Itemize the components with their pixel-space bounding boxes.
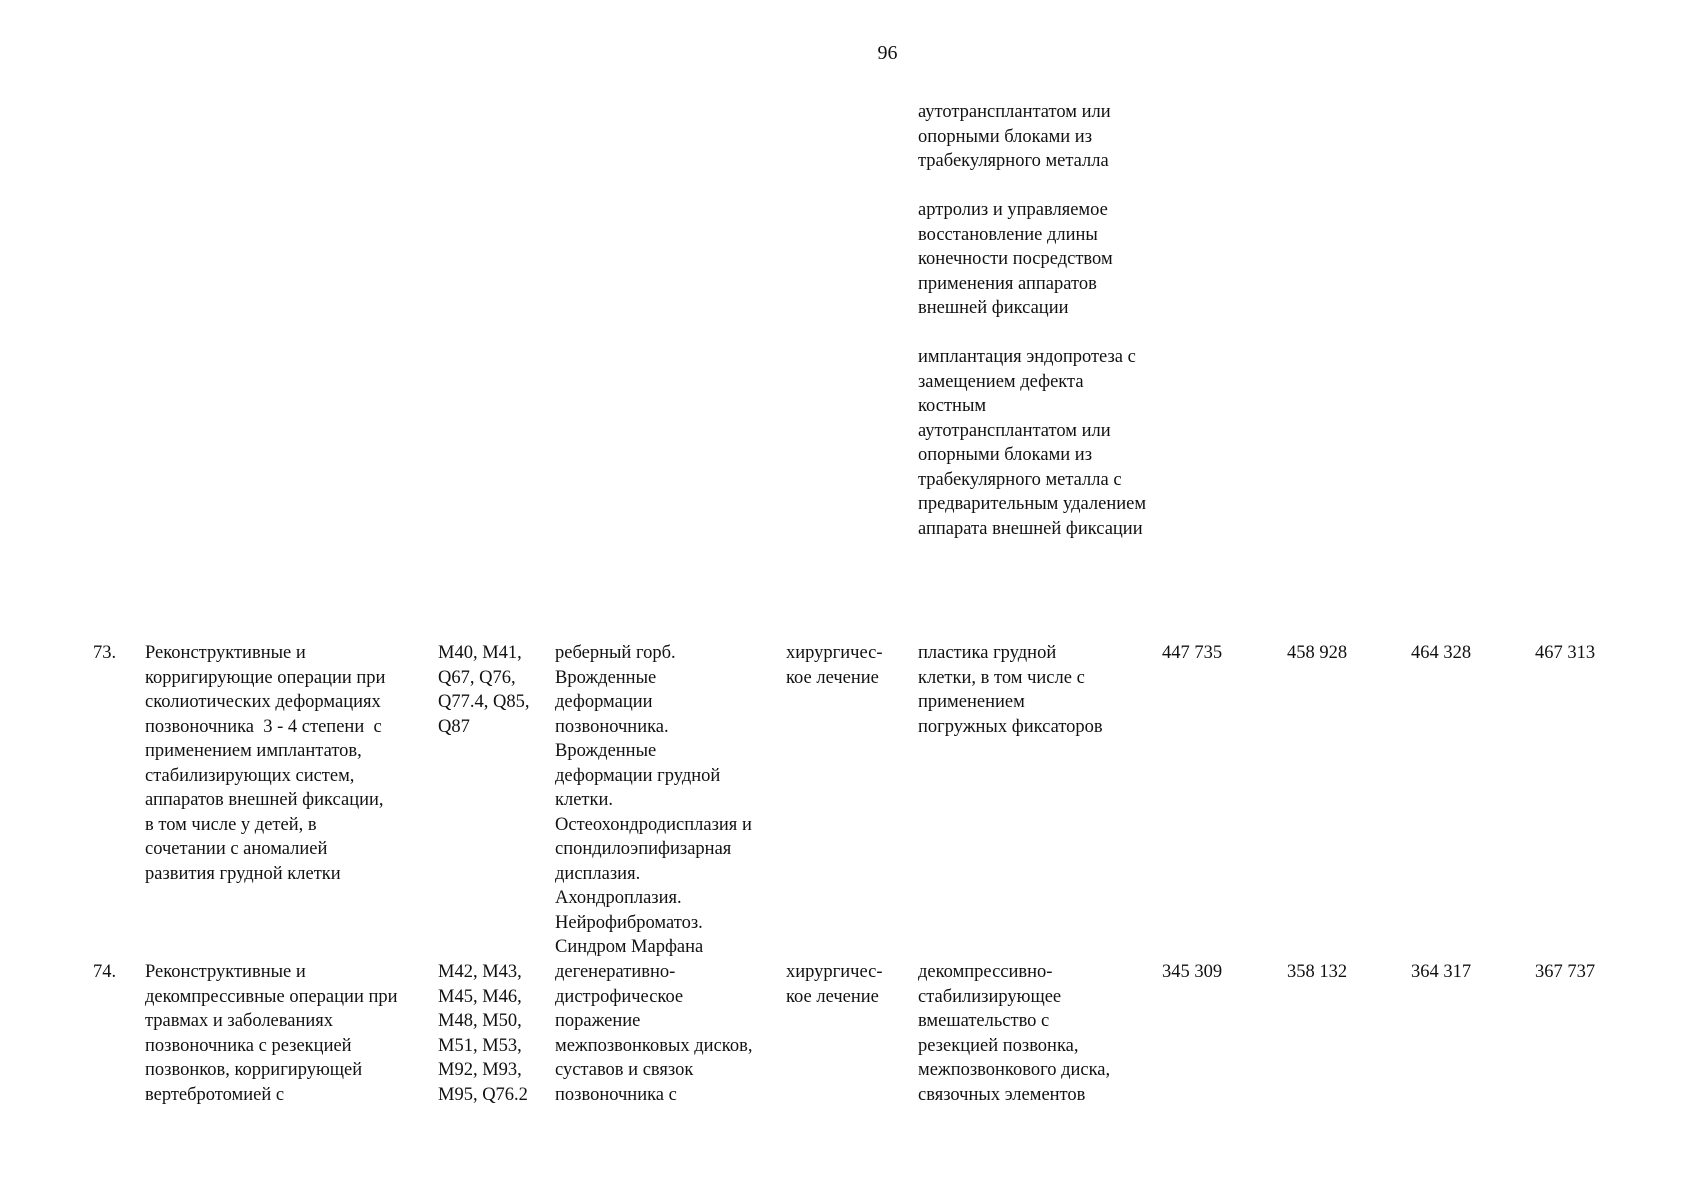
- text-line: Ахондроплазия.: [555, 888, 682, 908]
- text-line: конечности: [918, 249, 1009, 269]
- text-line: артролиз и управляемое: [918, 200, 1108, 220]
- cost-value-2: 358 132: [1287, 962, 1348, 982]
- text-line: M95, Q76.2: [438, 1084, 528, 1105]
- text-line: посредством: [1012, 249, 1113, 269]
- text-line: стабилизирующее: [918, 986, 1062, 1007]
- text-line: позвоночника с: [555, 1084, 677, 1105]
- text-line: поражение: [555, 1011, 641, 1031]
- cost-value-1: 345 309: [1162, 962, 1223, 982]
- text-line: M92, M93,: [438, 1060, 522, 1080]
- text-line: дегенеративно-: [555, 962, 676, 982]
- text-line: сколиотических деформациях: [145, 692, 381, 712]
- text-line: позвонков, корригирующей: [145, 1060, 363, 1080]
- text-line: межпозвонковых дисков,: [555, 1035, 753, 1056]
- text-line: травмах и заболеваниях: [145, 1011, 334, 1031]
- text-line: M42, M43,: [438, 962, 522, 982]
- text-line: внешней фиксации: [992, 518, 1143, 539]
- text-line: M40, M41,: [438, 643, 522, 663]
- text-line: Q67, Q76,: [438, 667, 516, 688]
- text-line: аутотрансплантатом или: [918, 420, 1111, 441]
- text-line: спондилоэпифизарная: [555, 839, 732, 859]
- text-line: Нейрофиброматоз.: [555, 912, 703, 933]
- text-line: аппаратов внешней фиксации,: [145, 790, 384, 810]
- text-line: трабекулярного металла: [918, 151, 1109, 171]
- text-line: позвоночника 3 - 4 степени с: [145, 716, 382, 737]
- icd-codes-cell: [438, 641, 543, 739]
- text-line: применения аппаратов: [918, 273, 1097, 294]
- text-line: деформации грудной: [555, 765, 721, 786]
- text-line: клетки, в том числе с: [918, 667, 1085, 688]
- text-line: Q77.4, Q85,: [438, 692, 530, 712]
- text-line: вертебротомией с: [145, 1084, 285, 1105]
- text-line: опорными блоками из: [918, 126, 1093, 147]
- text-line: вмешательство с: [918, 1011, 1050, 1031]
- text-line: костным: [918, 396, 987, 416]
- text-line: опорными блоками из: [918, 445, 1093, 465]
- text-line: корригирующие операции при: [145, 667, 386, 688]
- text-line: сочетании с аномалией: [145, 839, 328, 859]
- text-line: хирургичес-: [786, 962, 883, 982]
- cost-value-1: 447 735: [1162, 643, 1223, 663]
- profile-name-cell: [145, 960, 430, 1107]
- treatment-type-cell: [786, 641, 901, 690]
- text-line: резекцией позвонка,: [918, 1035, 1079, 1056]
- icd-codes-cell: [438, 960, 543, 1107]
- page-number: 96: [877, 42, 898, 64]
- row-number: 74.: [93, 962, 117, 982]
- text-line: в том числе у детей, в: [145, 814, 317, 835]
- text-line: эндопротеза с: [1026, 347, 1136, 367]
- text-line: замещением дефекта: [918, 371, 1084, 392]
- text-line: применением: [918, 692, 1025, 712]
- text-line: суставов и связок: [555, 1060, 694, 1080]
- text-line: применением имплантатов,: [145, 741, 362, 761]
- cost-value-3: 464 328: [1411, 643, 1472, 663]
- text-line: деформации: [555, 692, 653, 712]
- patient-model-cell: [555, 641, 780, 960]
- text-line: Реконструктивные и: [145, 962, 306, 982]
- row-number: 73.: [93, 643, 117, 663]
- text-line: Врожденные: [555, 741, 657, 761]
- continuation-method-cell: [918, 100, 1148, 566]
- patient-model-cell: [555, 960, 780, 1107]
- text-line: Врожденные: [555, 667, 657, 688]
- text-line: Синдром Марфана: [555, 937, 704, 957]
- cost-value-2: 458 928: [1287, 643, 1348, 663]
- text-line: M45, M46,: [438, 986, 522, 1007]
- text-line: имплантация: [918, 347, 1022, 367]
- cost-value-3: 364 317: [1411, 962, 1472, 982]
- text-line: позвоночника.: [555, 716, 669, 737]
- text-line: пластика грудной: [918, 643, 1057, 663]
- text-line: дисплазия.: [555, 863, 641, 884]
- text-line: кое лечение: [786, 986, 879, 1007]
- text-line: межпозвонкового диска,: [918, 1060, 1111, 1080]
- treatment-type-cell: [786, 960, 901, 1009]
- profile-name-cell: [145, 641, 430, 886]
- text-line: восстановление длины: [918, 224, 1098, 245]
- text-line: Остеохондродисплазия и: [555, 814, 752, 835]
- text-line: Реконструктивные и: [145, 643, 306, 663]
- text-line: связочных элементов: [918, 1084, 1086, 1105]
- text-line: трабекулярного металла: [918, 469, 1109, 490]
- text-line: развития грудной клетки: [145, 863, 341, 884]
- treatment-method-cell: [918, 641, 1148, 739]
- text-line: M51, M53,: [438, 1035, 522, 1056]
- text-line: стабилизирующих систем,: [145, 765, 355, 786]
- treatment-method-cell: [918, 960, 1148, 1107]
- method-paragraph: [918, 198, 1148, 321]
- text-line: декомпрессивно-: [918, 962, 1053, 982]
- text-line: позвоночника с резекцией: [145, 1035, 352, 1056]
- method-paragraph: [918, 100, 1148, 174]
- method-paragraph: [918, 345, 1148, 541]
- text-line: кое лечение: [786, 667, 879, 688]
- text-line: Q87: [438, 716, 470, 737]
- text-line: удалением аппарата: [918, 494, 1147, 539]
- text-line: реберный горб.: [555, 643, 676, 663]
- text-line: декомпрессивные операции при: [145, 986, 398, 1007]
- cost-value-4: 367 737: [1535, 962, 1596, 982]
- cost-value-4: 467 313: [1535, 643, 1596, 663]
- text-line: погружных фиксаторов: [918, 716, 1103, 737]
- text-line: дистрофическое: [555, 986, 684, 1007]
- text-line: внешней фиксации: [918, 298, 1069, 318]
- text-line: M48, M50,: [438, 1011, 522, 1031]
- text-line: клетки.: [555, 790, 614, 810]
- text-line: аутотрансплантатом или: [918, 102, 1111, 122]
- text-line: хирургичес-: [786, 643, 883, 663]
- text-line: с предварительным: [918, 469, 1122, 514]
